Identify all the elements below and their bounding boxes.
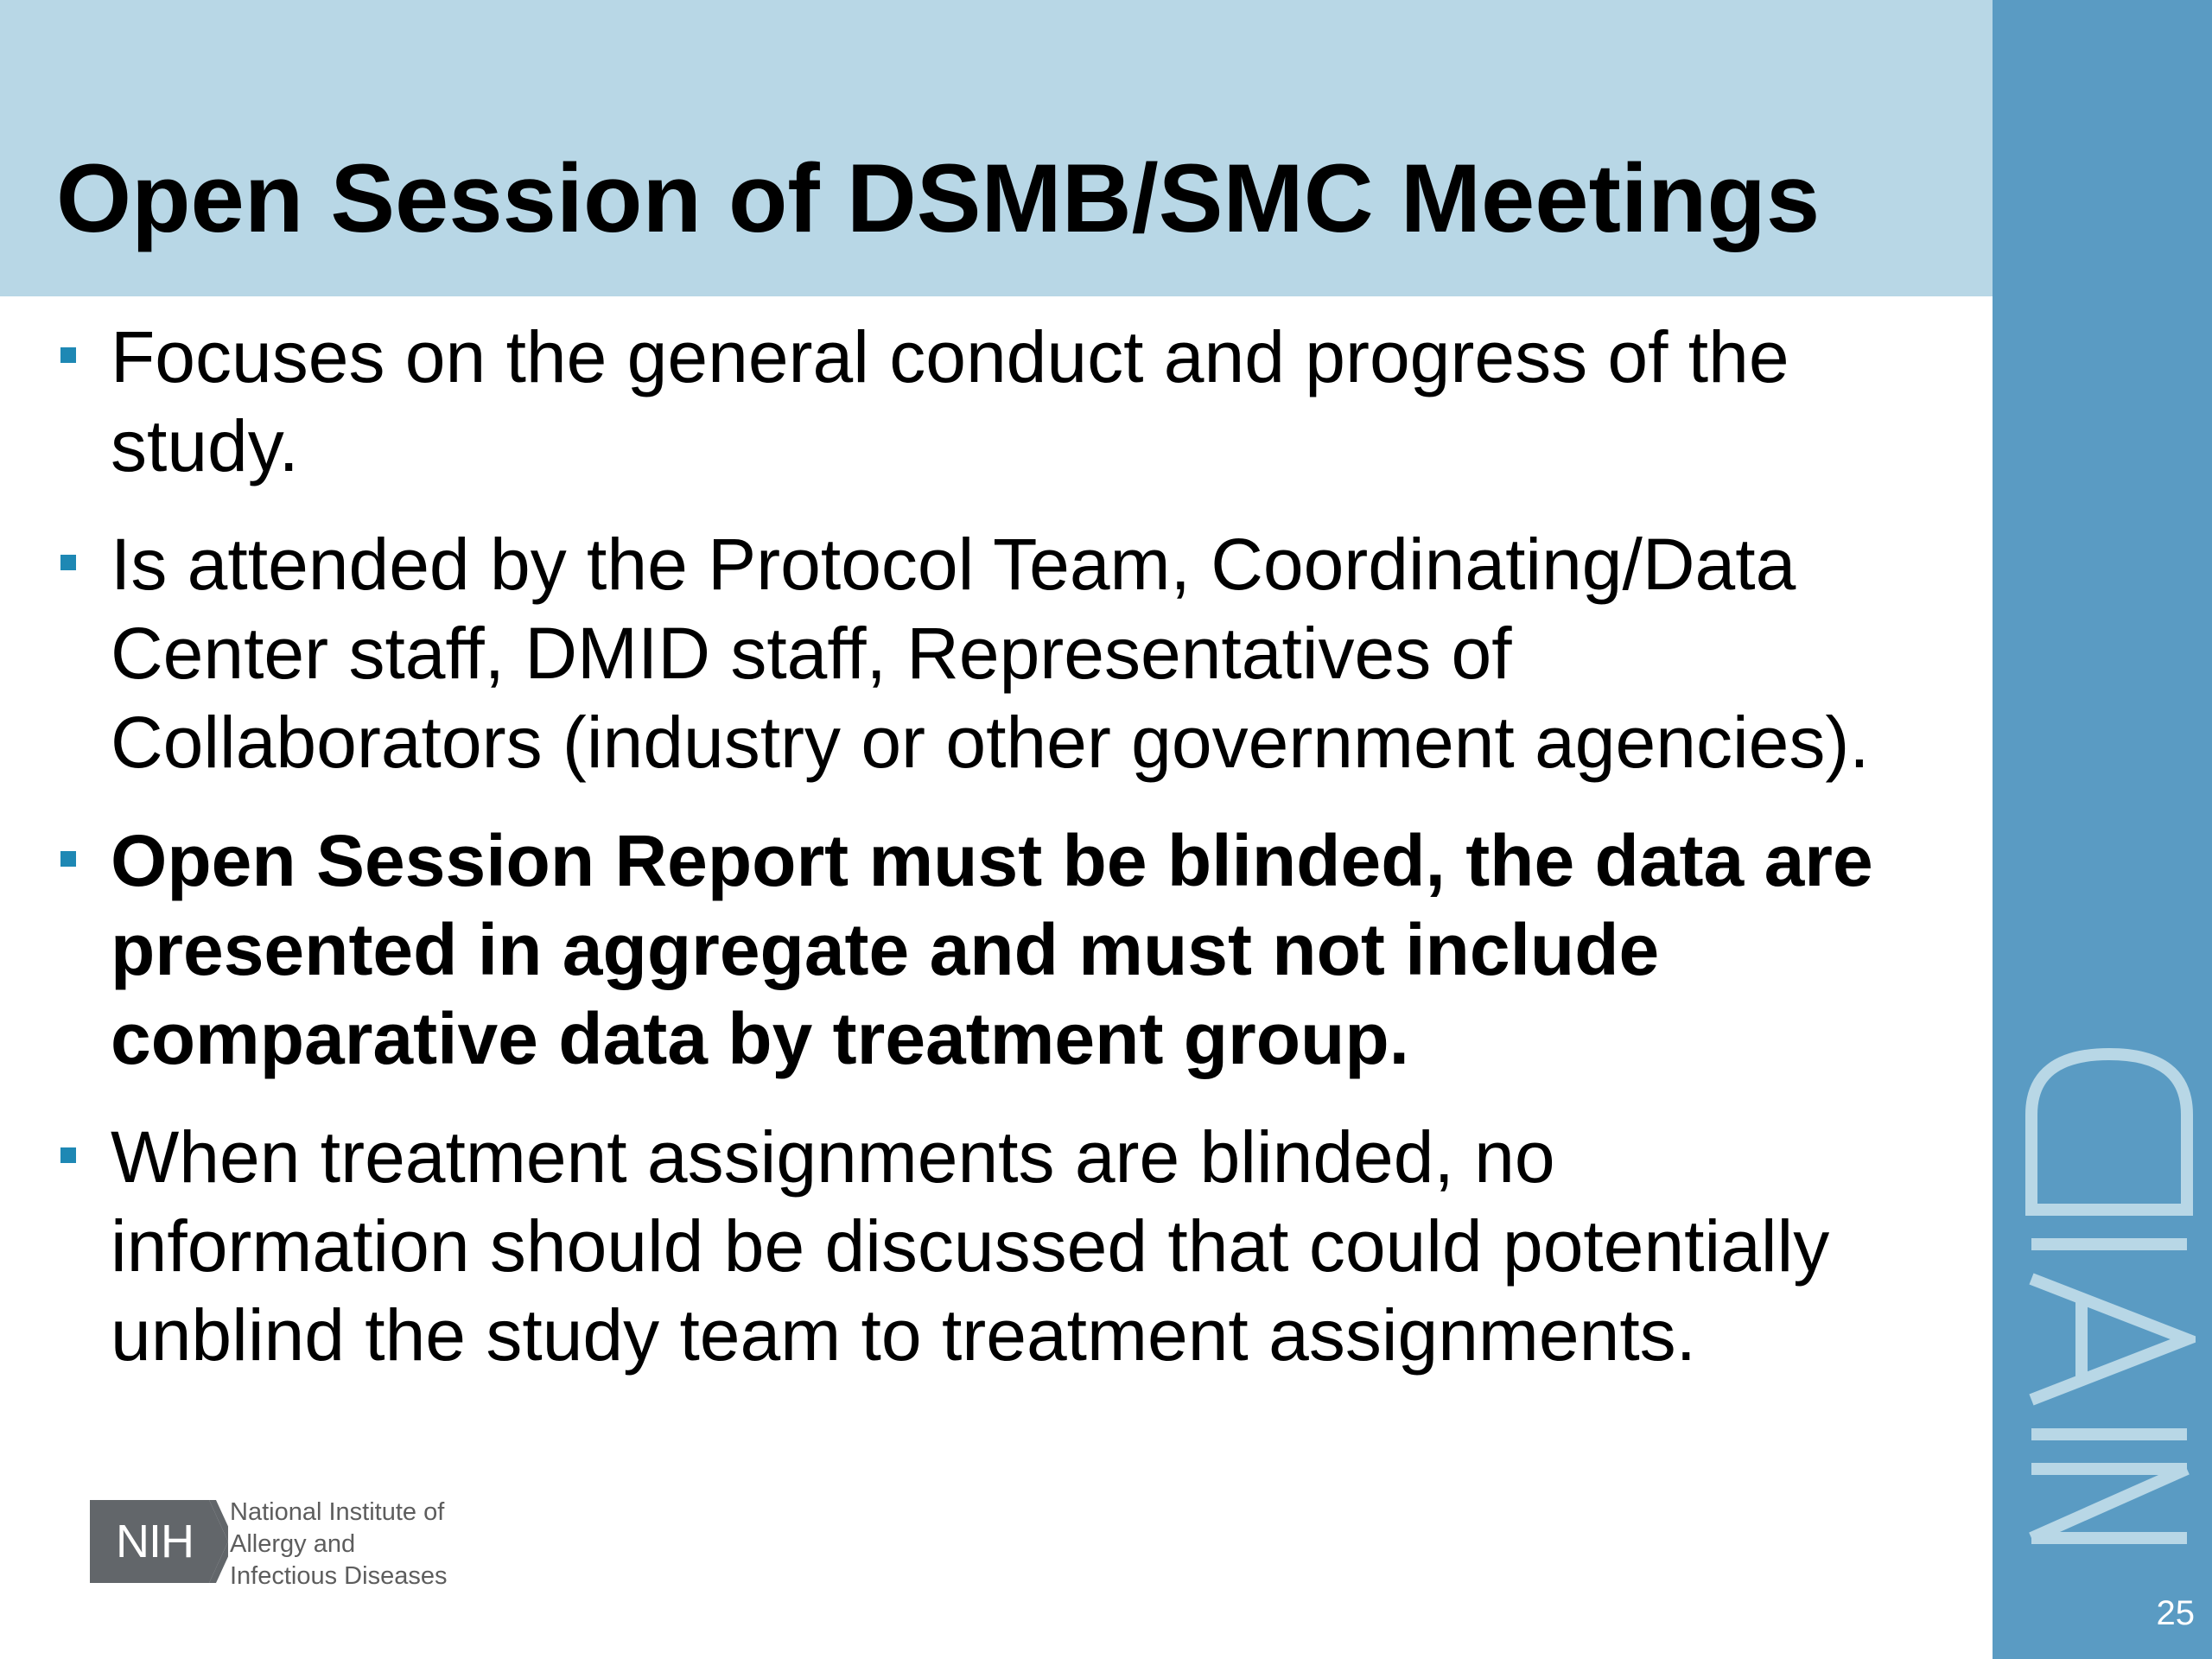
nih-badge-label: NIH (116, 1516, 194, 1567)
nih-logo (90, 1497, 461, 1592)
institute-name-line: National Institute of (230, 1498, 445, 1526)
bullet-text: When treatment assignments are blinded, no information should be discussed that could potentially unblind the study team to treatment assignments. (111, 1116, 1830, 1376)
bullet-item (0, 313, 1901, 491)
slide-title: Open Session of DSMB/SMC Meetings (56, 144, 1821, 252)
bullet-square-icon (60, 555, 76, 570)
bullet-square-icon (60, 1147, 76, 1163)
institute-name (230, 1497, 472, 1592)
bullet-text: Is attended by the Protocol Team, Coordinating/Data Center staff, DMID staff, Representatives of Collaborators (industry or other government agencies). (111, 524, 1870, 783)
bullet-item (0, 817, 1901, 1084)
bullet-item (0, 1113, 1901, 1380)
institute-name-line: Allergy and (230, 1530, 356, 1558)
bullet-text: Focuses on the general conduct and progress of the study. (111, 316, 1789, 486)
bullet-item (0, 520, 1901, 787)
institute-name-line: Infectious Diseases (230, 1562, 448, 1590)
bullet-text-emphasized: Open Session Report must be blinded, the data are presented in aggregate and must not include comparative data by treatment group. (111, 820, 1873, 1079)
bullet-square-icon (60, 851, 76, 867)
page-number: 25 (2156, 1594, 2195, 1632)
niaid-wordmark (2023, 1011, 2196, 1547)
bullet-list (0, 313, 1901, 1409)
bullet-square-icon (60, 347, 76, 363)
